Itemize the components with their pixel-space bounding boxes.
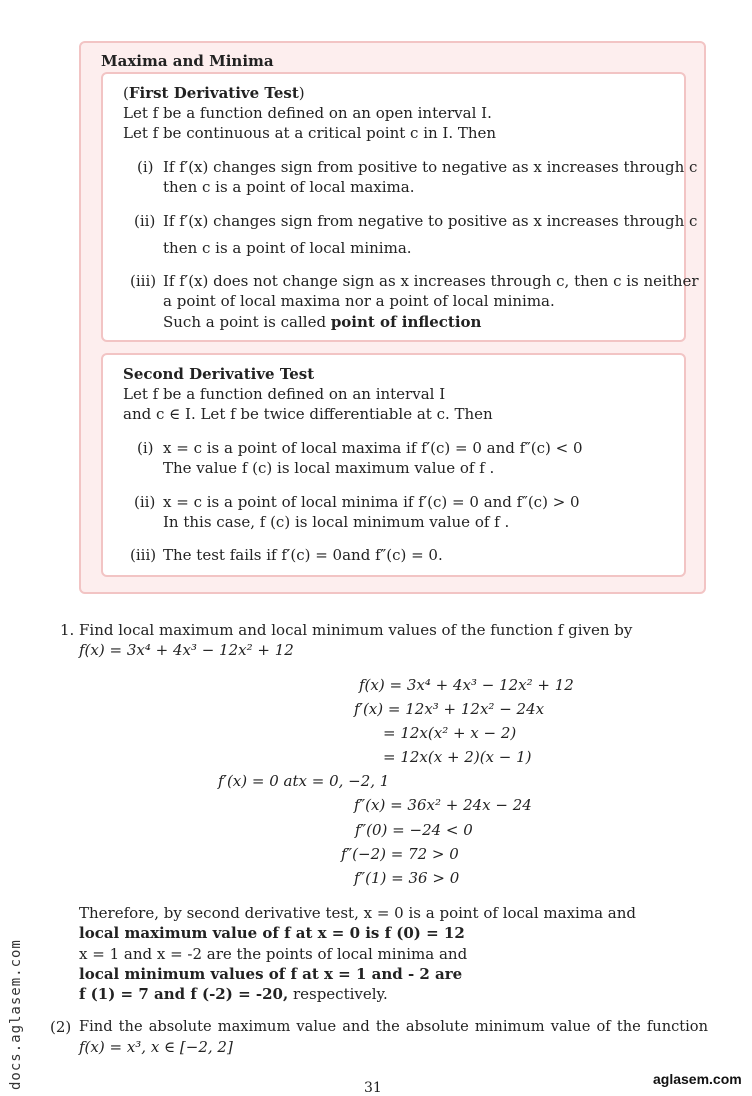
- second-item-line: The test fails if f′(c) = 0and f″(c) = 0.: [163, 546, 443, 564]
- second-line2: and c ∈ I. Let f be twice differentiable at c. Then: [123, 405, 493, 423]
- second-line1: Let f be a function defined on an interval I: [123, 385, 446, 403]
- q1-second-derivative: f″(−2) = 72 > 0: [341, 845, 459, 863]
- q1-equation: f(x) = 3x⁴ + 4x³ − 12x² + 12: [359, 676, 574, 694]
- q1-conclusion: f (1) = 7 and f (-2) = -20, respectively.: [79, 985, 388, 1003]
- second-heading: Second Derivative Test: [123, 365, 315, 383]
- side-watermark: docs.aglasem.com: [8, 939, 24, 1090]
- box-title: Maxima and Minima: [101, 52, 274, 70]
- first-item-line: then c is a point of local maxima.: [163, 178, 415, 196]
- second-item-num: (ii): [134, 493, 156, 511]
- first-item-num: (i): [137, 158, 154, 176]
- second-item-num: (i): [137, 439, 154, 457]
- second-item-line: x = c is a point of local maxima if f′(c) = 0 and f″(c) < 0: [163, 439, 583, 457]
- q1-conclusion-min: local minimum values of f at x = 1 and - 2 are: [79, 965, 463, 983]
- q1-conclusion-max: local maximum value of f at x = 0 is f (0) = 12: [79, 924, 465, 942]
- page-number: 31: [364, 1080, 382, 1096]
- second-item-line: x = c is a point of local minima if f′(c) = 0 and f″(c) > 0: [163, 493, 580, 511]
- q1-text: Find local maximum and local minimum values of the function f given by: [79, 621, 633, 639]
- inflection-term: point of inflection: [330, 313, 482, 331]
- q1-conclusion: x = 1 and x = -2 are the points of local minima and: [79, 945, 468, 963]
- first-item-line: If f′(x) does not change sign as x increases through c, then c is neither: [163, 272, 699, 290]
- second-item-num: (iii): [130, 546, 157, 564]
- first-item-num: (iii): [130, 272, 157, 290]
- q1-conclusion: Therefore, by second derivative test, x = 0 is a point of local maxima and: [79, 904, 636, 922]
- first-item-line: Such a point is called point of inflection: [163, 313, 482, 331]
- q1-equation: = 12x(x + 2)(x − 1): [383, 748, 532, 766]
- q1-number: 1.: [60, 621, 75, 639]
- q1-critical-points: f′(x) = 0 atx = 0, −2, 1: [218, 772, 390, 790]
- brand-link[interactable]: aglasem.com: [653, 1071, 742, 1087]
- q1-equation: f′(x) = 12x³ + 12x² − 24x: [354, 700, 545, 718]
- first-line2: Let f be continuous at a critical point c in I. Then: [123, 124, 497, 142]
- q1-equation: = 12x(x² + x − 2): [383, 724, 517, 742]
- first-heading: (First Derivative Test): [123, 84, 305, 102]
- second-item-line: In this case, f (c) is local minimum value of f .: [163, 513, 510, 531]
- q1-second-derivative: f″(x) = 36x² + 24x − 24: [354, 796, 532, 814]
- first-item-line: a point of local maxima nor a point of local minima.: [163, 292, 555, 310]
- first-item-line: then c is a point of local minima.: [163, 239, 412, 257]
- q2-text: Find the absolute maximum value and the absolute minimum value of the function: [79, 1018, 708, 1035]
- q2-number: (2): [50, 1018, 72, 1036]
- q1-second-derivative: f″(0) = −24 < 0: [355, 821, 473, 839]
- q1-second-derivative: f″(1) = 36 > 0: [354, 869, 460, 887]
- first-item-line: If f′(x) changes sign from positive to negative as x increases through c: [163, 158, 698, 176]
- q1-function: f(x) = 3x⁴ + 4x³ − 12x² + 12: [79, 641, 294, 659]
- first-item-line: If f′(x) changes sign from negative to positive as x increases through c: [163, 212, 698, 230]
- second-item-line: The value f (c) is local maximum value of f .: [163, 459, 495, 477]
- q2-function: f(x) = x³, x ∈ [−2, 2]: [79, 1038, 233, 1056]
- first-item-num: (ii): [134, 212, 156, 230]
- first-line1: Let f be a function defined on an open interval I.: [123, 104, 492, 122]
